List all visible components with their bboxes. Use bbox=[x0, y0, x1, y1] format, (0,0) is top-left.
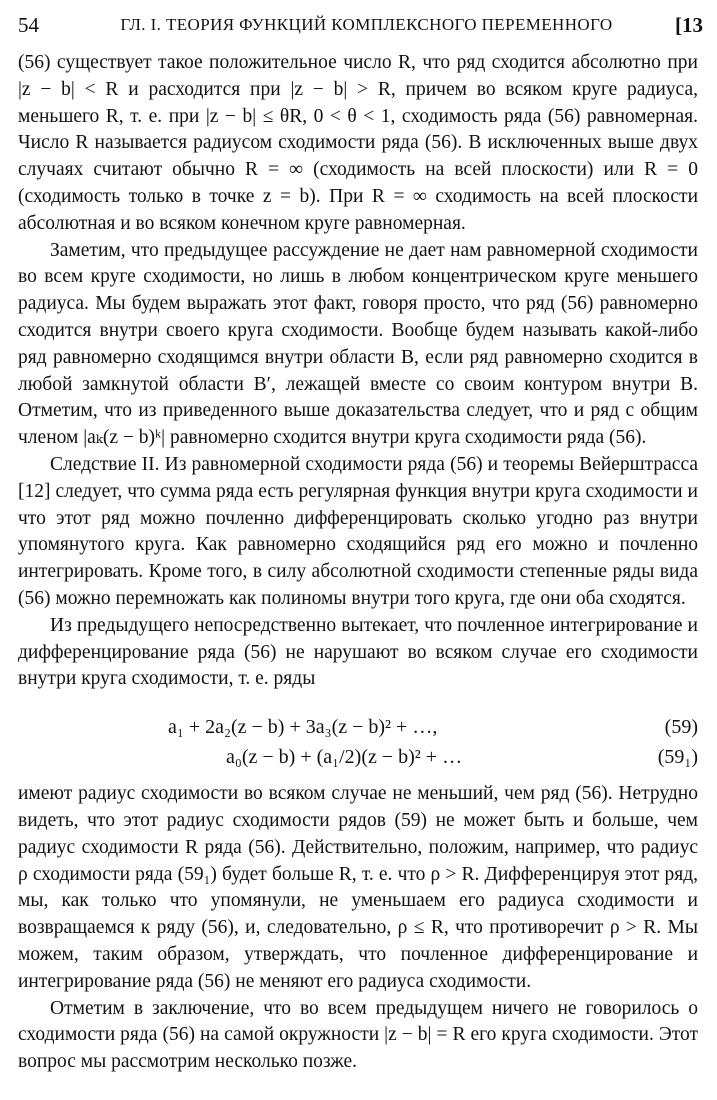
chapter-title: ГЛ. I. ТЕОРИЯ ФУНКЦИЙ КОМПЛЕКСНОГО ПЕРЕМЕННОГО bbox=[120, 15, 613, 34]
paragraph-corollary: Следствие II. Из равномерной сходимости ряда (56) и теоремы Вейерштрасса [12] следует, что сумма ряда есть регулярная функция внутри круга сходимости и что этот ряд можно почленно дифференцировать сколько угодно раз внутри упомянутого круга. Как равномерно сходящийся ряд его можно и почленно интегрировать. Кроме того, в силу абсолютной сходимости степенные ряды вида (56) можно перемножать как полиномы внутри того круга, где они оба сходятся. bbox=[18, 453, 698, 609]
page-number: 54 bbox=[18, 13, 39, 37]
paragraph: Заметим, что предыдущее рассуждение не дает нам равномерной сходимости во всем круге сходимости, но лишь в любом концентрическом круге меньшего радиуса. Мы будем выражать этот факт, говоря просто, что ряд (56) равномерно сходится внутри своего круга сходимости. Вообще будем называть какой-либо ряд равномерно сходящимся внутри области B, если ряд равномерно сходится в любой замкнутой области B′, лежащей вместе со своим контуром внутри B. Отметим, что из приведенного выше доказательства следует, что и ряд с общим членом |aₖ(z − b)ᵏ| равномерно сходится внутри круга сходимости ряда (56). bbox=[18, 239, 698, 449]
formula-number: (59) bbox=[664, 716, 698, 739]
formula-59 bbox=[18, 705, 698, 737]
page-body bbox=[18, 50, 698, 1076]
paragraph: имеют радиус сходимости во всяком случае не меньший, чем ряд (56). Нетрудно видеть, что этот радиус сходимости рядов (59) не может быть и больше, чем радиус сходимости R ряда (56). Действительно, положим, например, что радиус ρ сходимости ряда (59₁) будет больше R, т. е. что ρ > R. Дифференцируя этот ряд, мы, как только что упомянули, не уменьшаем его радиуса сходимости и возвращаемся к ряду (56), и, следовательно, ρ ≤ R, что противоречит ρ > R. Мы можем, таким образом, утверждать, что почленное дифференцирование и интегрирование ряда (56) не меняют его радиуса сходимости. bbox=[18, 783, 698, 992]
running-header bbox=[18, 8, 703, 42]
paragraph: (56) существует такое положительное число R, что ряд сходится абсолютно при |z − b| < R и расходится при |z − b| > R, причем во всяком круге радиуса, меньшего R, т. е. при |z − b| ≤ θR, 0 < θ < 1, сходимость ряда (56) равномерная. Число R называется радиусом сходимости ряда (56). В исключенных выше двух случаях считают обычно R = ∞ (сходимость на всей плоскости) или R = 0 (сходимость только в точке z = b). При R = ∞ сходимость на всей плоскости абсолютная и во всяком конечном круге равномерная. bbox=[18, 52, 698, 234]
formula-number: (59₁) bbox=[657, 746, 698, 769]
section-number: [13 bbox=[675, 13, 703, 37]
paragraph: Отметим в заключение, что во всем предыдущем ничего не говорилось о сходимости ряда (56) на самой окружности |z − b| = R его круга сходимости. Этот вопрос мы рассмотрим несколько позже. bbox=[18, 997, 698, 1073]
formula-59-1 bbox=[18, 737, 698, 769]
formula-expression: a₁ + 2a₂(z − b) + 3a₃(z − b)² + …, bbox=[168, 716, 438, 739]
formula-expression: a₀(z − b) + (a₁/2)(z − b)² + … bbox=[226, 746, 463, 769]
paragraph: Из предыдущего непосредственно вытекает, что почленное интегрирование и дифференцирование ряда (56) не нарушают во всяком случае его сходимости внутри круга сходимости, т. е. ряды bbox=[18, 614, 698, 690]
